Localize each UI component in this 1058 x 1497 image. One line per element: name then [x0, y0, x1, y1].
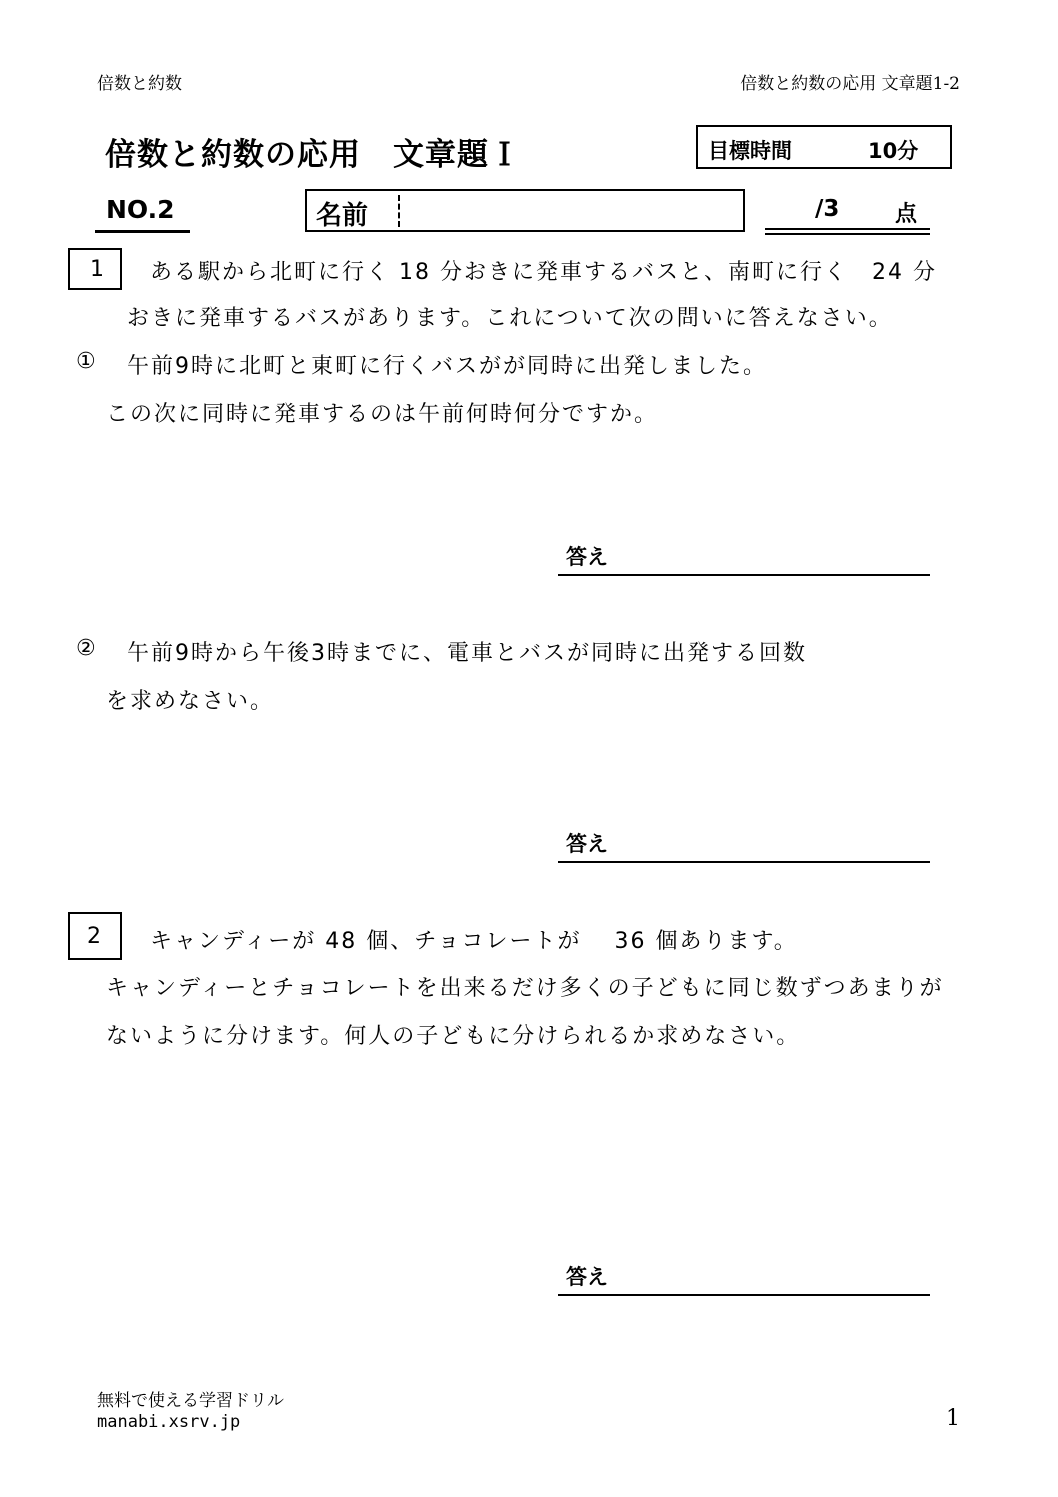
problem-1-number-box [68, 248, 122, 290]
problem-2-number-box [68, 912, 122, 960]
question-2-answer-label: 答え [566, 832, 608, 856]
target-time-label: 目標時間 [708, 139, 792, 163]
problem-1-line-2: おきに発車するバスがあります。これについて次の問いに答えなさい。 [127, 306, 893, 331]
target-time-value: 10分 [868, 139, 919, 163]
question-2-line-1: 午前9時から午後3時までに、電車とバスが同時に出発する回数 [127, 641, 807, 666]
score-unit: 点 [895, 202, 918, 227]
footer-url[interactable]: manabi.xsrv.jp [97, 1412, 241, 1432]
problem-2-answer-label: 答え [566, 1265, 608, 1289]
question-1-answer-label: 答え [566, 545, 608, 569]
score-underline-1 [765, 228, 930, 230]
name-label: 名前 [316, 201, 369, 231]
sheet-number: NO.2 [106, 195, 175, 224]
question-1-answer-line[interactable] [558, 574, 930, 576]
sheet-number-underline [95, 230, 190, 233]
problem-1-number: 1 [90, 257, 104, 282]
problem-2-line-3: ないように分けます。何人の子どもに分けられるか求めなさい。 [106, 1024, 801, 1049]
page-title: 倍数と約数の応用 文章題Ｉ [105, 137, 521, 173]
problem-2-line-2: キャンディーとチョコレートを出来るだけ多くの子どもに同じ数ずつあまりが [106, 976, 944, 1001]
question-2-answer-line[interactable] [558, 861, 930, 863]
question-2-marker: ② [76, 636, 98, 661]
question-2-line-2: を求めなさい。 [106, 689, 275, 714]
question-1-line-2: この次に同時に発車するのは午前何時何分ですか。 [106, 402, 659, 427]
page-number: 1 [946, 1406, 960, 1431]
name-input[interactable] [403, 193, 739, 228]
score-underline-2 [765, 233, 930, 235]
question-1-marker: ① [76, 349, 98, 374]
problem-2-answer-line[interactable] [558, 1294, 930, 1296]
name-divider [398, 195, 400, 227]
header-right: 倍数と約数の応用 文章題1-2 [740, 74, 960, 94]
target-time-box [696, 125, 952, 169]
question-1-line-1: 午前9時に北町と東町に行くバスがが同時に出発しました。 [127, 354, 767, 379]
problem-1-line-1: ある駅から北町に行く 18 分おきに発車するバスと、南町に行く 24 分 [150, 260, 937, 285]
problem-2-line-1: キャンディーが 48 個、チョコレートが 36 個あります。 [150, 929, 798, 954]
score-value: /3 [815, 196, 840, 222]
problem-2-number: 2 [87, 924, 101, 949]
footer-site-name: 無料で使える学習ドリル [97, 1391, 284, 1411]
name-box [305, 189, 745, 232]
header-left: 倍数と約数 [97, 74, 182, 94]
